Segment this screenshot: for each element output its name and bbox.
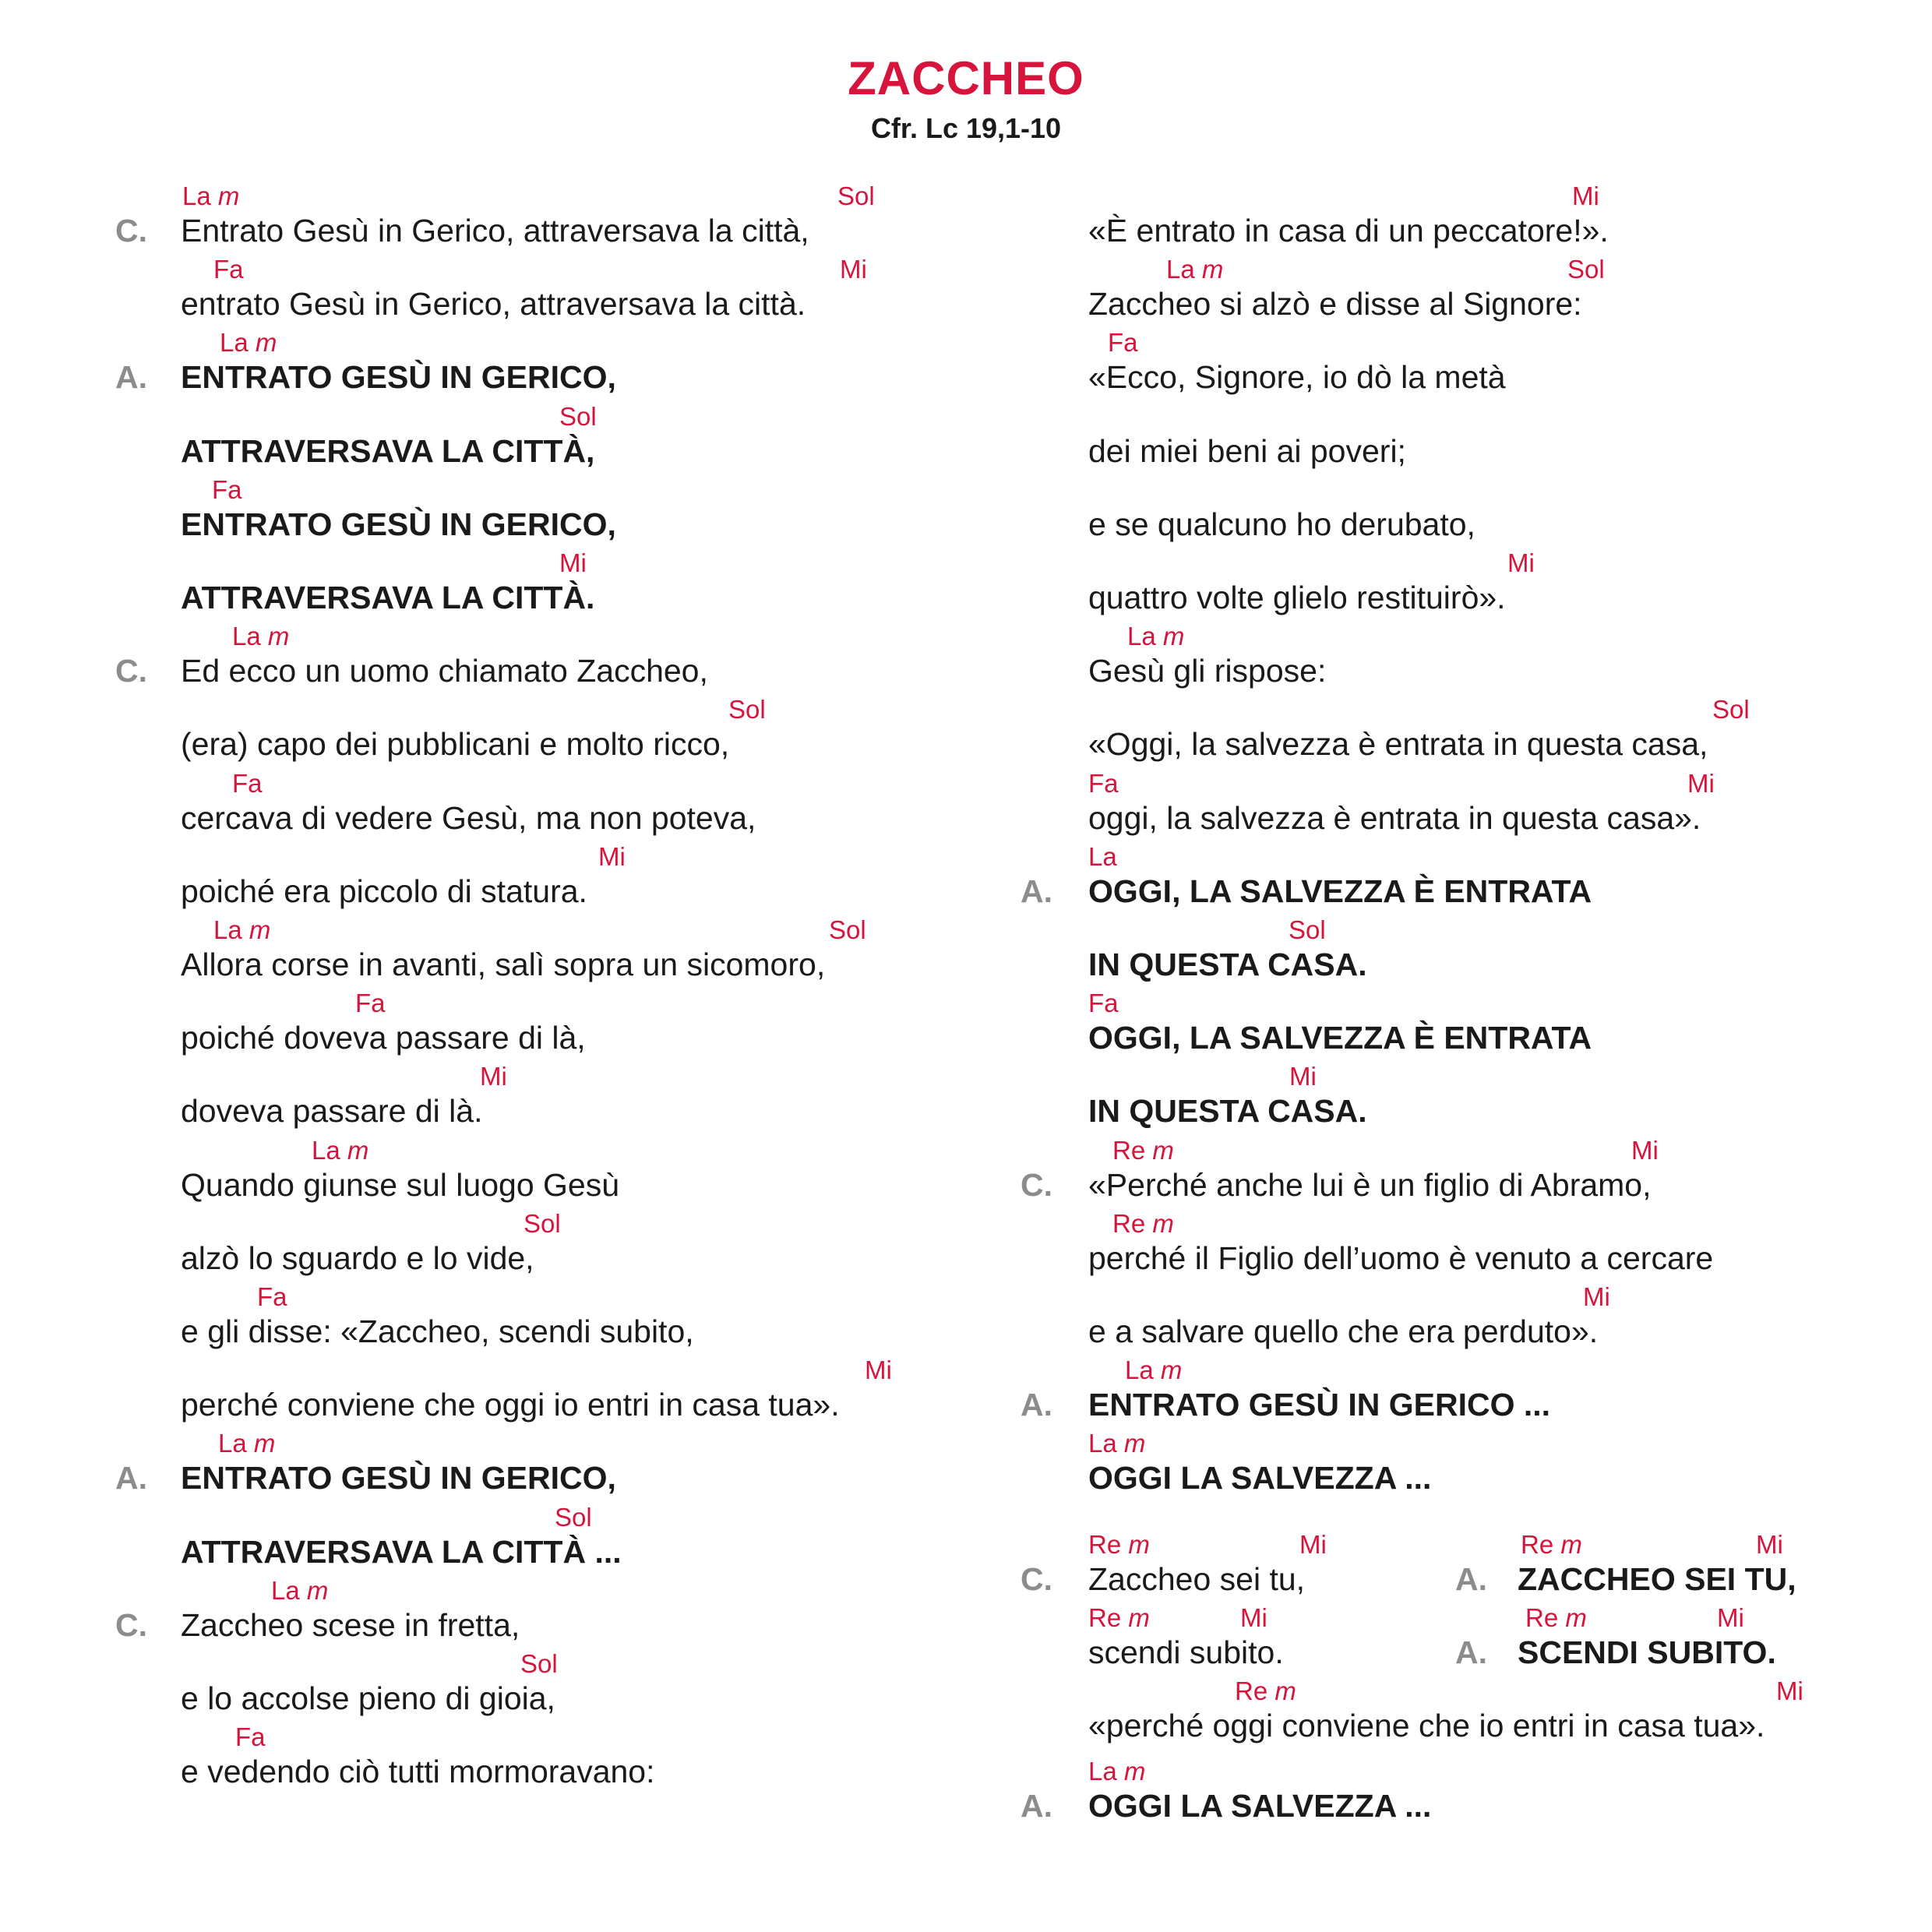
chord-name: Fa [355, 989, 386, 1018]
speaker-label: C. [115, 653, 147, 689]
chord-name: Sol [1712, 695, 1750, 724]
chord-mi [1299, 1529, 1327, 1560]
lyric-line [0, 1208, 1932, 1282]
verse-text: perché il Figlio dell’uomo è venuto a cercare [1088, 1239, 1714, 1276]
lyric-line [0, 1602, 1932, 1676]
minor-marker: m [1153, 1356, 1183, 1385]
verse-text: oggi, la salvezza è entrata in questa casa». [1088, 799, 1701, 836]
chord-row [1088, 401, 1932, 432]
chord-row [1088, 841, 1932, 873]
lyric-line [0, 841, 1932, 915]
chord-row [1088, 1428, 1932, 1459]
minor-marker: m [1145, 1135, 1174, 1165]
lyric-line [0, 1756, 1932, 1829]
chord-row [1088, 474, 1932, 506]
chord-name: Mi [1776, 1676, 1803, 1705]
minor-marker: m [340, 1135, 369, 1165]
chord-mi [1756, 1529, 1783, 1560]
chord-re-minor [1088, 1602, 1150, 1634]
lyric-line [0, 401, 1932, 474]
verse-text: Ed ecco un uomo chiamato Zaccheo, [181, 653, 708, 689]
chord-name: Sol [559, 401, 597, 431]
chord-name: Sol [829, 915, 866, 944]
verse-text: Zaccheo scese in fretta, [181, 1606, 520, 1643]
lyric-line [0, 254, 1932, 327]
speaker-label: C. [115, 213, 147, 249]
lyric-line [0, 1135, 1932, 1208]
lyric-line [0, 1355, 1932, 1428]
chord-name: La [312, 1135, 340, 1165]
response-text: SCENDI SUBITO. [1518, 1634, 1776, 1670]
chorus-text: OGGI, LA SALVEZZA È ENTRATA [1088, 873, 1592, 909]
chord-la-minor [1125, 1355, 1182, 1386]
chord-name: Fa [1088, 989, 1119, 1018]
verse-text: «È entrato in casa di un peccatore!». [1088, 213, 1609, 249]
minor-marker: m [1558, 1602, 1587, 1632]
chord-mi [1631, 1135, 1659, 1166]
minor-marker: m [246, 1429, 276, 1458]
chord-name: Fa [213, 255, 244, 284]
lyric-line [0, 621, 1932, 694]
verse-text: Zaccheo sei tu, [1088, 1560, 1306, 1597]
chord-row [1088, 548, 1932, 579]
verse-text: «Perché anche lui è un figlio di Abramo, [1088, 1166, 1652, 1203]
chord-la-minor [1166, 254, 1223, 285]
verse-text: quattro volte glielo restituirò». [1088, 580, 1506, 615]
speaker-label: A. [115, 1460, 147, 1497]
chord-row [1088, 254, 1932, 285]
chord-name: Fa [1108, 328, 1138, 358]
verse-text: Allora corse in avanti, salì sopra un sicomoro, [181, 947, 826, 982]
chord-name: Mi [1717, 1602, 1744, 1632]
minor-marker: m [1194, 255, 1224, 284]
chord-fa [1088, 768, 1119, 799]
chord-row [1088, 1282, 1932, 1313]
minor-marker: m [1155, 622, 1185, 651]
speaker-label: C. [115, 1606, 147, 1643]
minor-marker: m [260, 622, 290, 651]
verse-text: Entrato Gesù in Gerico, attraversava la città, [181, 213, 809, 249]
response-text: ZACCHEO SEI TU, [1518, 1560, 1796, 1597]
chord-sol [1712, 694, 1750, 725]
lyric-line [0, 327, 1932, 400]
chord-la-minor [1088, 1428, 1145, 1459]
chorus-text: OGGI LA SALVEZZA ... [1088, 1788, 1432, 1824]
chorus-text: ATTRAVERSAVA LA CITTÀ, [181, 432, 595, 469]
lyric-line [0, 1676, 1932, 1752]
chord-fa [1088, 988, 1119, 1019]
chord-re-minor [1235, 1676, 1296, 1707]
chord-la [1088, 841, 1117, 873]
chord-row [1088, 1676, 1932, 1707]
minor-marker: m [248, 328, 277, 358]
chord-re-minor [1525, 1602, 1587, 1634]
chord-name: La [1088, 1429, 1117, 1458]
response-chord-row [1518, 1602, 1907, 1634]
chord-la-minor [1127, 621, 1184, 652]
verse-text: «perché oggi conviene che io entri in casa tua». [1088, 1707, 1765, 1743]
chord-name: Mi [1240, 1602, 1267, 1632]
chorus-text: ATTRAVERSAVA LA CITTÀ. [181, 580, 595, 615]
verse-text: entrato Gesù in Gerico, attraversava la città. [181, 286, 806, 323]
chorus-text: ENTRATO GESÙ IN GERICO, [181, 359, 616, 396]
speaker-label: A. [1021, 1788, 1052, 1824]
chord-name: La [182, 182, 211, 210]
chorus-text: OGGI, LA SALVEZZA È ENTRATA [1088, 1020, 1592, 1056]
verse-text: (era) capo dei pubblicani e molto ricco, [181, 726, 730, 763]
response-speaker-label: A. [1455, 1560, 1487, 1597]
lyric-line [0, 1282, 1932, 1355]
song-title: ZACCHEO [848, 52, 1084, 104]
scripture-reference: Cfr. Lc 19,1-10 [870, 112, 1062, 144]
chorus-text: IN QUESTA CASA. [1088, 1093, 1367, 1130]
minor-marker: m [1267, 1676, 1296, 1705]
verse-text: perché conviene che oggi io entri in casa tua». [181, 1387, 840, 1423]
verse-text: cercava di vedere Gesù, ma non poteva, [181, 799, 756, 836]
chord-name: Re [1088, 1602, 1122, 1632]
chord-row [1088, 327, 1932, 358]
verse-text: Gesù gli rispose: [1088, 653, 1327, 689]
minor-marker: m [1553, 1529, 1582, 1559]
chord-name: La [1127, 622, 1156, 651]
chord-name: Mi [840, 255, 867, 284]
verse-text: doveva passare di là. [181, 1093, 483, 1130]
lyric-line [0, 181, 1932, 254]
chord-name: Re [1112, 1135, 1146, 1165]
chorus-text: ATTRAVERSAVA LA CITTÀ ... [181, 1533, 622, 1570]
chord-row [1088, 1355, 1932, 1386]
chord-name: Mi [1507, 548, 1535, 577]
chord-name: Mi [1687, 768, 1715, 798]
verse-text: e vedendo ciò tutti mormoravano: [181, 1754, 655, 1790]
chorus-text: ENTRATO GESÙ IN GERICO ... [1088, 1387, 1551, 1423]
verse-text: e lo accolse pieno di gioia, [181, 1680, 555, 1716]
chord-name: La [220, 328, 249, 358]
chorus-text: IN QUESTA CASA. [1088, 947, 1367, 982]
lyric-line [0, 474, 1932, 548]
lyric-line [0, 1529, 1932, 1602]
chord-row [1088, 694, 1932, 725]
chord-name: La [271, 1575, 300, 1605]
chord-name: Fa [232, 768, 263, 798]
speaker-label: C. [1021, 1166, 1052, 1203]
chord-row [1088, 988, 1932, 1019]
chord-name: La [213, 915, 242, 944]
minor-marker: m [1121, 1602, 1150, 1632]
chord-row [1088, 621, 1932, 652]
chord-fa [1108, 327, 1138, 358]
chord-mi [1583, 1282, 1610, 1313]
chord-name: La [1088, 1757, 1117, 1786]
chord-name: Sol [1289, 915, 1326, 944]
chord-name: Fa [212, 474, 242, 504]
lyric-line [0, 548, 1932, 621]
verse-text: poiché doveva passare di là, [181, 1020, 586, 1056]
chorus-text: ENTRATO GESÙ IN GERICO, [181, 506, 616, 542]
chorus-text: OGGI LA SALVEZZA ... [1088, 1460, 1432, 1497]
chord-name: Mi [1299, 1529, 1327, 1559]
lyric-line [0, 988, 1932, 1061]
chord-name: Fa [1088, 768, 1119, 798]
chord-name: Mi [598, 841, 626, 871]
chord-name: Mi [1756, 1529, 1783, 1559]
chord-row [1088, 768, 1932, 799]
minor-marker: m [242, 915, 271, 944]
verse-text: e a salvare quello che era perduto». [1088, 1313, 1599, 1349]
chord-row [1088, 1756, 1932, 1787]
chord-name: Fa [235, 1722, 266, 1752]
chord-mi [1572, 181, 1599, 212]
chord-name: Mi [1572, 182, 1599, 210]
chord-name: Re [1112, 1208, 1146, 1238]
chord-name: La [1088, 841, 1117, 871]
lyric-line [0, 1061, 1932, 1134]
chord-name: Mi [1289, 1062, 1317, 1091]
chord-re-minor [1521, 1529, 1582, 1560]
chord-name: La [232, 622, 261, 651]
chord-mi [1507, 548, 1535, 579]
chord-name: Re [1235, 1676, 1268, 1705]
verse-text: Quando giunse sul luogo Gesù [181, 1166, 620, 1203]
chord-mi [1240, 1602, 1267, 1634]
chord-name: La [218, 1429, 247, 1458]
chord-name: Re [1521, 1529, 1554, 1559]
chord-row [1088, 1208, 1932, 1239]
minor-marker: m [1116, 1757, 1146, 1786]
lyric-line [0, 915, 1932, 988]
chord-sol [1289, 915, 1326, 946]
chord-la-minor [1088, 1756, 1145, 1787]
chord-name: Mi [480, 1062, 507, 1091]
chord-mi [1687, 768, 1715, 799]
chord-mi [1776, 1676, 1803, 1707]
chord-name: La [1166, 255, 1195, 284]
chord-re-minor [1112, 1208, 1174, 1239]
verse-text: «Oggi, la salvezza è entrata in questa casa, [1088, 726, 1708, 763]
lyric-line [0, 1428, 1932, 1501]
chord-mi [1289, 1061, 1317, 1092]
chord-name: Re [1525, 1602, 1559, 1632]
chord-name: Sol [1567, 255, 1605, 284]
lyric-line [0, 768, 1932, 841]
speaker-label: A. [115, 359, 147, 396]
speaker-label: A. [1021, 873, 1052, 909]
verse-text: e gli disse: «Zaccheo, scendi subito, [181, 1313, 694, 1349]
chord-re-minor [1112, 1135, 1174, 1166]
verse-text: alzò lo sguardo e lo vide, [181, 1239, 534, 1276]
chorus-text: ENTRATO GESÙ IN GERICO, [181, 1460, 616, 1497]
minor-marker: m [210, 182, 240, 210]
chord-row [1088, 1135, 1932, 1166]
chord-name: Mi [1631, 1135, 1659, 1165]
verse-text: dei miei beni ai poveri; [1088, 432, 1406, 469]
verse-text: e se qualcuno ho derubato, [1088, 506, 1475, 542]
speaker-label: C. [1021, 1560, 1052, 1597]
chord-name: Sol [837, 182, 875, 210]
verse-text: poiché era piccolo di statura. [181, 873, 587, 909]
minor-marker: m [1121, 1529, 1150, 1559]
minor-marker: m [299, 1575, 329, 1605]
chord-mi [1717, 1602, 1744, 1634]
response-speaker-label: A. [1455, 1634, 1487, 1670]
response-chord-row [1518, 1529, 1907, 1560]
chord-name: Mi [559, 548, 587, 577]
chord-row [1088, 181, 1932, 212]
verse-text: Zaccheo si alzò e disse al Signore: [1088, 286, 1582, 323]
minor-marker: m [1116, 1429, 1146, 1458]
chord-name: La [1125, 1356, 1154, 1385]
chord-sol [1567, 254, 1605, 285]
chord-row [1088, 1061, 1932, 1092]
lyric-line [0, 694, 1932, 767]
minor-marker: m [1145, 1208, 1174, 1238]
chord-name: Sol [555, 1502, 592, 1532]
chord-row [1088, 915, 1932, 946]
verse-text: «Ecco, Signore, io dò la metà [1088, 359, 1506, 396]
speaker-label: A. [1021, 1387, 1052, 1423]
verse-text: scendi subito. [1088, 1634, 1284, 1670]
chord-name: Mi [1583, 1282, 1610, 1311]
chord-name: Re [1088, 1529, 1122, 1559]
chord-name: Fa [257, 1282, 287, 1311]
chord-re-minor [1088, 1529, 1150, 1560]
chord-name: Mi [865, 1356, 892, 1385]
chord-name: Sol [524, 1208, 561, 1238]
chord-name: Sol [520, 1649, 558, 1678]
chord-name: Sol [728, 695, 766, 724]
